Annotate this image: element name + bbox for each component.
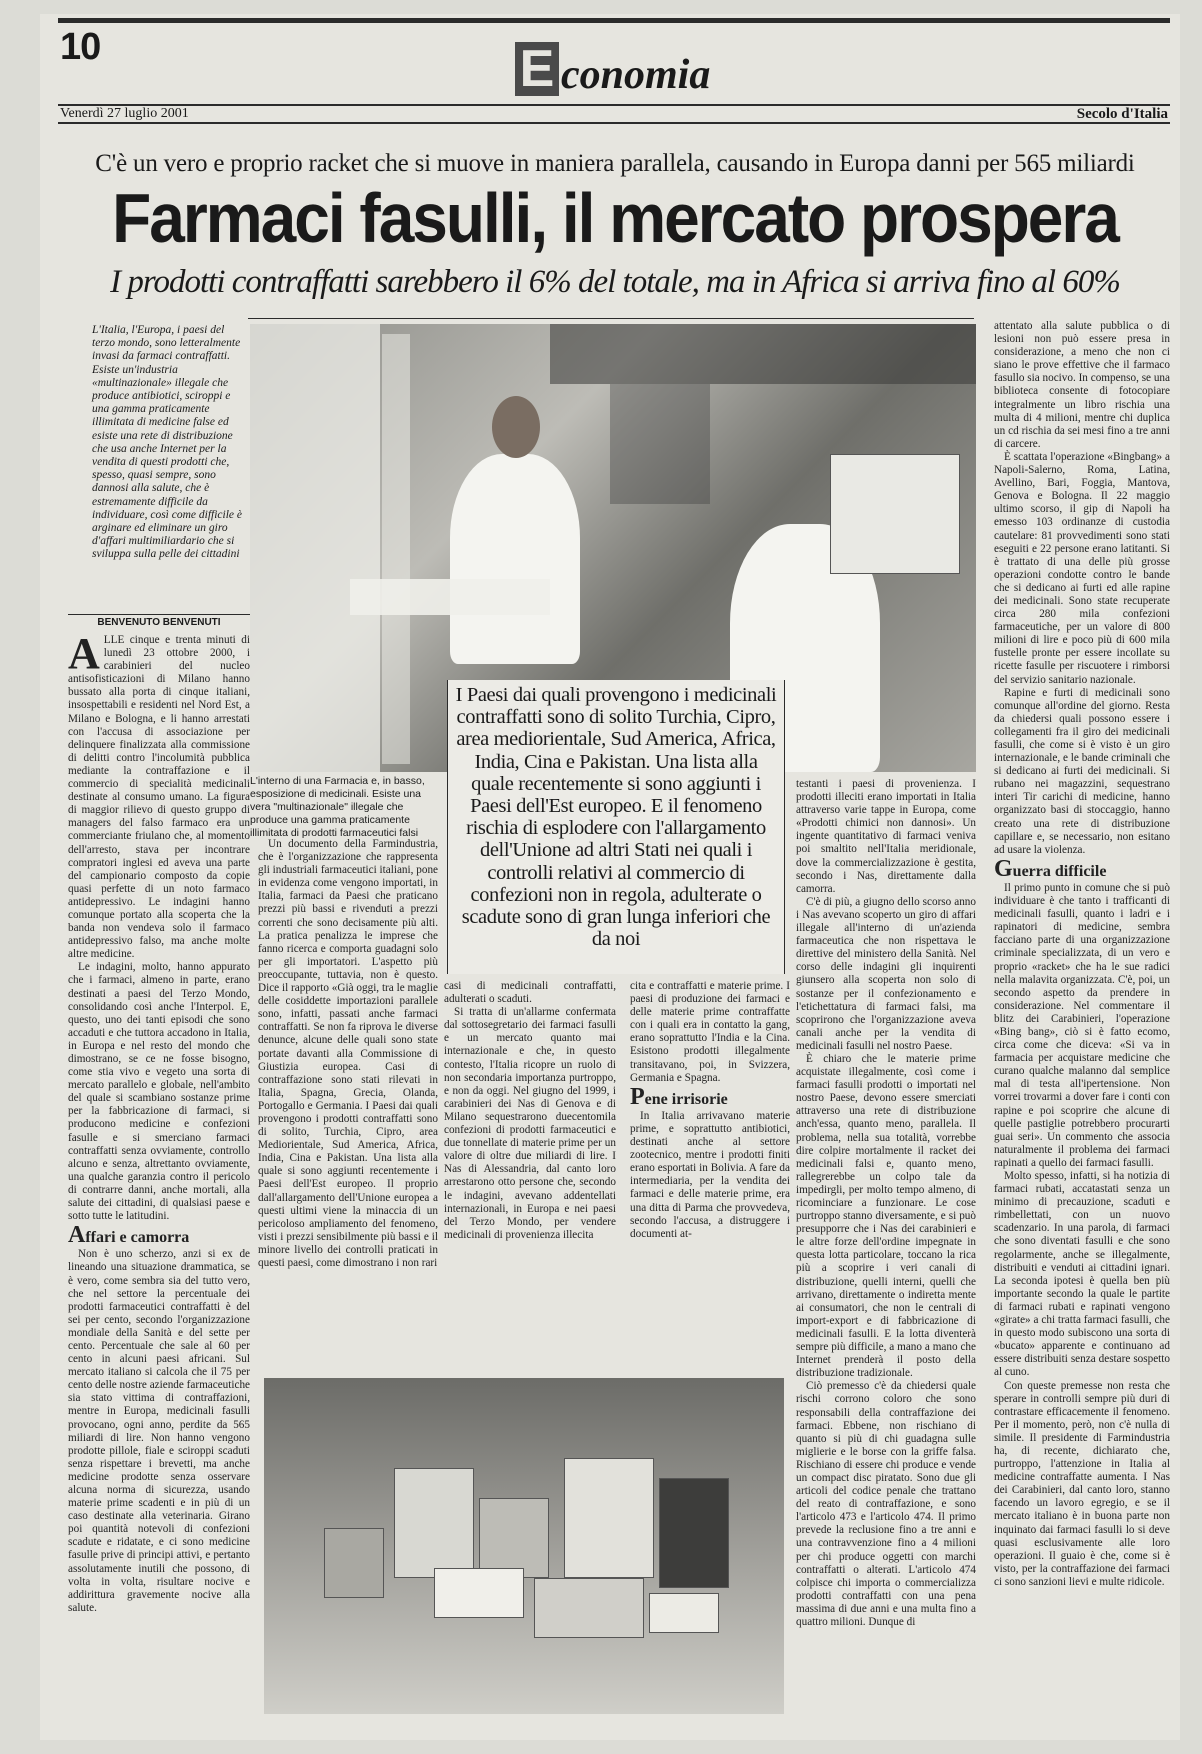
col5-paragraph-1: testanti i paesi di provenienza. I prodotti illeciti erano importati in Italia attraverso varie tappe in Europa, come «Prodotti chimici non dannosi». Un ingente quantitativo di farmaci veniva poi smaltito nell'Italia meridionale, dove la commercializzazione è gestita, secondo i Nas, direttamente dalla camorra.	[796, 778, 976, 895]
photo-pharmacist	[450, 454, 580, 664]
col6-subtitle	[994, 855, 1170, 882]
col5-paragraph-3: È chiaro che le materie prime acquistate illegalmente, così come i farmaci fasulli prodotti o importati nel nostro Paese, devono essere smerciati attraverso una rete di distribuzione anch'essa, quanto meno, parallela. Il problema, nella sua totalità, vorrebbe dire colpire mortalmente il racket dei medicinali falsi e, quanto meno, rallegrerebbe un colpo tale da impedirgli, per molto tempo almeno, di ricominciare a funzionare. Le cose purtroppo stanno diversamente, e si può presupporre che i Nas dei carabinieri e le altre forze dell'ordine impegnate in questa lotta particolare, toccano la rica più a scoprire i veri canali di distribuzione, quelli interni, quelli che arrivano, direttamente o indiretta mente ai consumatori, che non le centrali di import-export e di fabbricazione di medicinali fasulli. E la lotta diventerà sempre più difficile, a mano a mano che Internet prenderà il posto della distribuzione tradizionale.	[796, 1052, 976, 1380]
column-1	[68, 629, 251, 1724]
photo-drawer	[350, 579, 550, 615]
col2-paragraph-1: Un documento della Farmindustria, che è l'organizzazione che rappresenta gli industriali farmaceutici italiani, pone in evidenza come vengono importati, in Italia, farmaci da Paesi che praticano prezzi più bassi e rivenduti a prezzi correnti che sono decisamente più alti. La pratica penalizza le imprese che fanno ricerca e comporta guadagni solo per gli importatori. L'aspetto più preoccupante, tuttavia, non è questo. Dice il rapporto «Già oggi, tra le maglie delle cosiddette importazioni parallele sono, infatti, passati anche farmaci contraffatti. Se non fa riprova le diverse denunce, alcune delle quali sono state portate davanti alla Commissione di Giustizia europea. Casi di contraffazione sono stati rilevati in Italia, Spagna, Grecia, Olanda, Portogallo e Germania. I Paesi dai quali provengono i prodotti contraffatti sono di solito, Turchia, Cipro, area Mediorientale, Sud America, Africa, India, Cina e Pakistan. Una lista alla quale si sono aggiunti recentemente i Paesi dell'Est europeo. Il proprio dall'allargamento dell'Unione europea a questi ultimi viene la minaccia di un pericoloso ampliamento del fenomeno, visti i prezzi sensibilmente più bassi e il minore livello dei controlli praticati in questi paesi, come dimostrano i non rari	[258, 838, 438, 1269]
intro-text: L'Italia, l'Europa, i paesi del terzo mondo, sono letteralmente invasi da farmaci contraffatti. Esiste un'industria «multinazionale» illegale che produce antibiotici, sciroppi e una gamma praticamente illimitata di medicine false ed esiste una rete di distribuzione che usa anche Internet per la vendita di questi prodotti che, spesso, quasi sempre, sono dannosi alla salute, che è estremamente difficile da individuare, così come difficile è arginare ed eliminare un giro d'affari multimiliardario che si sviluppa sulla pelle dei cittadini	[92, 324, 242, 561]
drop-cap: A	[68, 629, 100, 678]
col6-paragraph-3: Rapine e furti di medicinali sono comunque all'ordine del giorno. Resta da chiedersi quali possono essere i collegamenti fra il giro dei medicinali fasulli, che come si è visto è un giro internazionale, e le bande criminali che si dedicano ai furti dei medicinali. Si rubano nei magazzini, sequestrano interi Tir carichi di medicine, hanno organizzato basi di stoccaggio, hanno creato una rete di distribuzione capillare e, se necessario, non esitano ad usare la violenza.	[994, 686, 1170, 856]
issue-date: Venerdì 27 luglio 2001	[60, 106, 189, 121]
photo-shelves-left	[250, 324, 380, 772]
col6-subtitle-text: uerra difficile	[1012, 862, 1107, 880]
col5-paragraph-4: Ciò premesso c'è da chiedersi quale rischi corrono coloro che sono responsabili della contraffazione dei farmaci. Ebbene, non rischiano di quanto si più di chi guadagna sulle miglierie e le borse con la griffe falsa. Rischiano di essere chi produce e vende un compact disc piratato. Sono due gli articoli del codice penale che trattano del reato di contraffazione, e sono l'articolo 473 e l'articolo 474. Il primo prevede la reclusione fino a tre anni e una contravvenzione fino a 4 milioni per chi produce oggetti con marchi contraffatti o alterati. L'articolo 474 colpisce chi importa o commercializza prodotti contraffatti con una pena massima di due anni e una multa fino a quattro milioni. Dunque di	[796, 1380, 976, 1628]
col4-paragraph-1: cita e contraffatti e materie prime. I paesi di produzione dei farmaci e delle materie prime contraffatte con i quali era in contatto la gang, erano soprattutto l'India e la Cina. Esistono prodotti illegalmente transitavano, poi, in Svizzera, Germania e Spagna.	[630, 980, 790, 1084]
col1-paragraph-2: Le indagini, molto, hanno appurato che i farmaci, almeno in parte, erano destinati a paesi del Terzo Mondo, consolidando così anche l'Interpol. E, questo, uno dei tanti episodi che sono accaduti e che tuttora accadono in Italia, in Europa e nel resto del mondo che dimostrano, se ce ne fosse bisogno, come stia vivo e vegeto una sorta di mercato parallelo e globale, nell'ambito del quale si scambiano sostanze prime per la fabbricazione di farmaci, si producono medicine e confezioni fasulle e si smerciano farmaci contraffatti senza ovviamente, controllo alcuno e senza, altrettanto ovviamente, una qualche garanzia contro il pericolo di contrarre danni, anche mortali, alla salute dei cittadini, di qualsiasi paese e sotto tutte le latitudini.	[68, 961, 250, 1223]
column-6	[994, 320, 1170, 1724]
byline: BENVENUTO BENVENUTI	[68, 614, 250, 628]
photo-medicine-box	[534, 1578, 644, 1638]
col1-subtitle-initial: A	[68, 1222, 86, 1249]
kicker: C'è un vero e proprio racket che si muove in maniera parallela, causando in Europa danni per 565 miliardi	[95, 150, 1135, 177]
column-5	[796, 778, 976, 1724]
headline: Farmaci fasulli, il mercato prospera	[112, 179, 1118, 257]
dateline	[58, 104, 1170, 124]
col6-paragraph-1: attentato alla salute pubblica o di lesioni non può essere presa in considerazione, a meno che non ci siano le prove effettive che il farmaco fasullo sia nocivo. In compenso, se una biblioteca consente di fotocopiare integralmente un libro rischia una multa di 4 milioni, mentre chi duplica un cd rischia da sei mesi fino a tre anni di carcere.	[994, 320, 1170, 450]
col4-subtitle	[630, 1083, 790, 1110]
photo-background	[610, 384, 710, 504]
col1-paragraph-3: Non è uno scherzo, anzi si ex de lineando una situazione drammatica, se è vero, come sembra sia del tutto vero, che nel settore la percentuale dei prodotti farmaceutici contraffatti è del sei per cento, secondo l'organizzazione mondiale della Sanità e del sette per cento. Percentuale che sale al 60 per cento in alcuni paesi africani. Sul mercato italiano si calcola che il 75 per cento delle nostre aziende farmaceutiche sia stato vittima di contraffazioni, mentre in Europa, medicinali fasulli provocano, ogni anno, perdite da 565 miliardi di lire. Non hanno vengono prodotte pillole, fiale e sciroppi scaduti senza rispettare i brevetti, ma anche medicine prodotte senza osservare alcuna norma di sicurezza, usando materie prime scadenti e in più di un caso destinate alla veterinaria. Girano poi quantità notevoli di confezioni scadute e ridatate, e ci sono medicine fasulle prive di principi attivi, e pertanto assolutamente inutili che possono, di volta in volta, risultare nocive e addirittura gravemente nocive alla salute.	[68, 1248, 251, 1614]
photo-medicine-box	[394, 1468, 474, 1578]
col6-paragraph-4: Il primo punto in comune che si può individuare è che tanto i trafficanti di medicinali fasulli, quanto i ladri e i rapinatori di medicine, sembra facciano parte di una organizzazione criminale specializzata, di un vero e proprio «racket» che ha le sue radici nella malavita organizzata. C'è, poi, un secondo aspetto da prendere in considerazione. Nel commentare il blitz dei Carabinieri, l'operazione «Bing bang», ciò si è fatto ecomo, circa come che diceva: «Si va in farmacia per acquistare medicine che curano qualche malanno dal semplice mal di testa all'ipertensione. Non vorrei trovarmi a dover fare i conti con rapine e poi scoprire che alcune di quelle pastiglie potrebbero procurarti guai seri». Un commento che associa naturalmente il problema dei farmaci rapinati a quello dei farmaci fasulli.	[994, 881, 1170, 1169]
col3-paragraph-2: Si tratta di un'allarme confermata dal sottosegretario dei farmaci fasulli e un mercato quanto mai internazionale e che, in questo contesto, l'Italia ricopre un ruolo di non secondaria importanza purtroppo, e non da oggi. Nel giugno del 1999, i carabinieri dei Nas di Genova e di Milano sequestrarono duecentomila confezioni di prodotti farmaceutici e due tonnellate di materie prime per un valore di oltre due miliardi di lire. I Nas di Alessandria, dal canto loro arrestarono otto persone che, secondo le indagini, avevano addentellati internazionali, in Europa e nei paesi del Terzo Mondo, per vendere medicinali di provenienza illecita	[444, 1006, 616, 1241]
photo-caption: L'interno di una Farmacia e, in basso, esposizione di medicinali. Esiste una vera "multinazionale" illegale che produce una gamma praticamente illimitata di prodotti farmaceutici falsi	[250, 775, 425, 839]
photo-pharmacist-head	[492, 396, 540, 458]
photo-medicine-box	[434, 1568, 524, 1618]
col4-subtitle-text: ene irrisorie	[644, 1090, 728, 1108]
medicines-photo	[264, 1378, 784, 1714]
col5-paragraph-2: C'è di più, a giugno dello scorso anno i Nas avevano scoperto un giro di affari illegale all'interno di un'azienda farmaceutica che non rispettava le direttive del ministero della Sanità. Nel corso delle indagini gli inquirenti giunsero alla scoperta non solo di sostanze per il confezionamento e l'etichettatura di farmaci falsi, ma scoprirono che l'organizzazione aveva canali anche per la vendita di medicinali fasulli nel nostro Paese.	[796, 895, 976, 1052]
photo-ceiling	[550, 324, 976, 384]
page-number: 10	[60, 26, 101, 68]
pull-quote: I Paesi dai quali provengono i medicinali contraffatti sono di solito Turchia, Cipro, area mediorientale, Sud America, Africa, India, Cina e Pakistan. Una lista alla quale recentemente si sono aggiunti i Paesi dell'Est europeo. E il fenomeno rischia di esplodere con l'allargamento dell'Unione ad altri Stati nei quali i controlli relativi al commercio di confezioni non in regola, adulterate o scadute sono di gran lunga inferiori che da noi	[447, 680, 785, 974]
column-3	[444, 980, 616, 1352]
column-4	[630, 980, 790, 1352]
photo-medicine-box	[659, 1478, 729, 1588]
column-2	[258, 838, 438, 1352]
photo-medicine-box	[564, 1458, 654, 1578]
col4-paragraph-2: In Italia arrivavano materie prime, e soprattutto antibiotici, destinati anche al settore zootecnico, mentre i prodotti finiti erano esportati in Bolivia. A fare da intermediaria, per la vendita dei farmaci e delle materie prime, era una ditta di Parma che provvedeva, secondo l'accusa, a distruggere i documenti at-	[630, 1109, 790, 1240]
col6-paragraph-6: Con queste premesse non resta che sperare in controlli sempre più duri di contrastare efficacemente il fenomeno. Per il momento, però, non c'è nulla di simile. Il presidente di Farmindustria ha, di recente, dichiarato che, purtroppo, l'attenzione in Italia al medicine contraffatte aumenta. I Nas dei Carabinieri, dal canto loro, stanno facendo un lavoro egregio, e se il mercato italiano è in buona parte non inquinato dai farmaci fasulli lo si deve quasi esclusivamente alle loro operazioni. Il guaio è che, come si è visto, per la contraffazione dei farmaci ci sono sanzioni lievi e multe ridicole.	[994, 1379, 1170, 1588]
col1-subtitle	[68, 1222, 250, 1249]
section-initial: E	[515, 42, 559, 96]
col4-subtitle-initial: P	[630, 1083, 645, 1110]
col1-subtitle-text: ffari e camorra	[85, 1229, 190, 1247]
col1-paragraph-1: LLE cinque e trenta minuti di lunedì 23 ottobre 2000, i carabinieri del nucleo antisofisticazioni di Milano hanno bussato alla porta di cinque italiani, insospettabili e residenti nel Nord Est, a Milano e Bologna, e li hanno arrestati con l'accusa di associazione per delinquere finalizzata alla commissione di delitti contro l'incolumità pubblica mediante la contraffazione e il commercio di specialità medicinali destinate al consumo umano. La figura di maggior rilievo di questo gruppo di managers del falso farmaco era un commerciante friulano che, al momento dell'arresto, stava per incontrare compratori inglesi ed aveva una parte del campionario composto da copie quasi perfette di un noto farmaco antidepressivo. Le indagini hanno comunque portato alla scoperta che la banda non vendeva solo il farmaco antidepressivo falso, ma anche molte altre medicine.	[68, 634, 250, 961]
section-title	[515, 36, 710, 96]
col6-paragraph-5: Molto spesso, infatti, si ha notizia di farmaci rubati, accatastati senza un minimo di precauzione, scaduti e rimbellettati, con un nuovo scadenzario. In una parola, di farmaci che sono diventati fasulli e che sono regolarmente, anche se illegalmente, distribuiti e venduti ai cittadini ignari. La seconda ipotesi è quella ben più importante secondo la quale le partite di farmaci rubati e rapinati vengono «girate» a chi tratta farmaci fasulli, che in questo modo subiscono una sorta di «bucato» apparente e continuano ad essere distribuiti senza destare sospetto al cuno.	[994, 1170, 1170, 1379]
photo-medicine-box	[479, 1498, 549, 1578]
col6-subtitle-initial: G	[994, 855, 1013, 882]
subheadline: I prodotti contraffatti sarebbero il 6% del totale, ma in Africa si arriva fino al 60%	[110, 264, 1120, 300]
photo-shelves-column	[382, 334, 410, 764]
col3-paragraph-1: casi di medicinali contraffatti, adulterati o scaduti.	[444, 980, 616, 1006]
top-rule	[58, 18, 1170, 23]
header-rule	[248, 318, 974, 319]
section-name: conomia	[561, 52, 711, 98]
photo-monitor	[830, 454, 960, 574]
col6-paragraph-2: È scattata l'operazione «Bingbang» a Napoli-Salerno, Roma, Latina, Avellino, Bari, Foggia, Mantova, Genova e Bologna. Il 22 maggio ultimo scorso, il gip di Napoli ha emesso 103 ordinanze di custodia cautelare: 81 provvedimenti sono stati eseguiti e 22 persone erano latitanti. Si è trattato di una delle più grosse operazioni condotte contro le bande che si dedicano ai furti ed alle rapine dei medicinali. Sono state recuperate circa 280 mila confezioni farmaceutiche, per un valore di 800 milioni di lire e poco più di 600 mila fustelle pronte per essere incollate su ricette fasulle per riscuotere i rimborsi del servizio sanitario nazionale.	[994, 450, 1170, 686]
photo-medicine-box	[649, 1593, 719, 1633]
newspaper-name: Secolo d'Italia	[1076, 105, 1168, 122]
photo-medicine-box	[324, 1528, 384, 1598]
